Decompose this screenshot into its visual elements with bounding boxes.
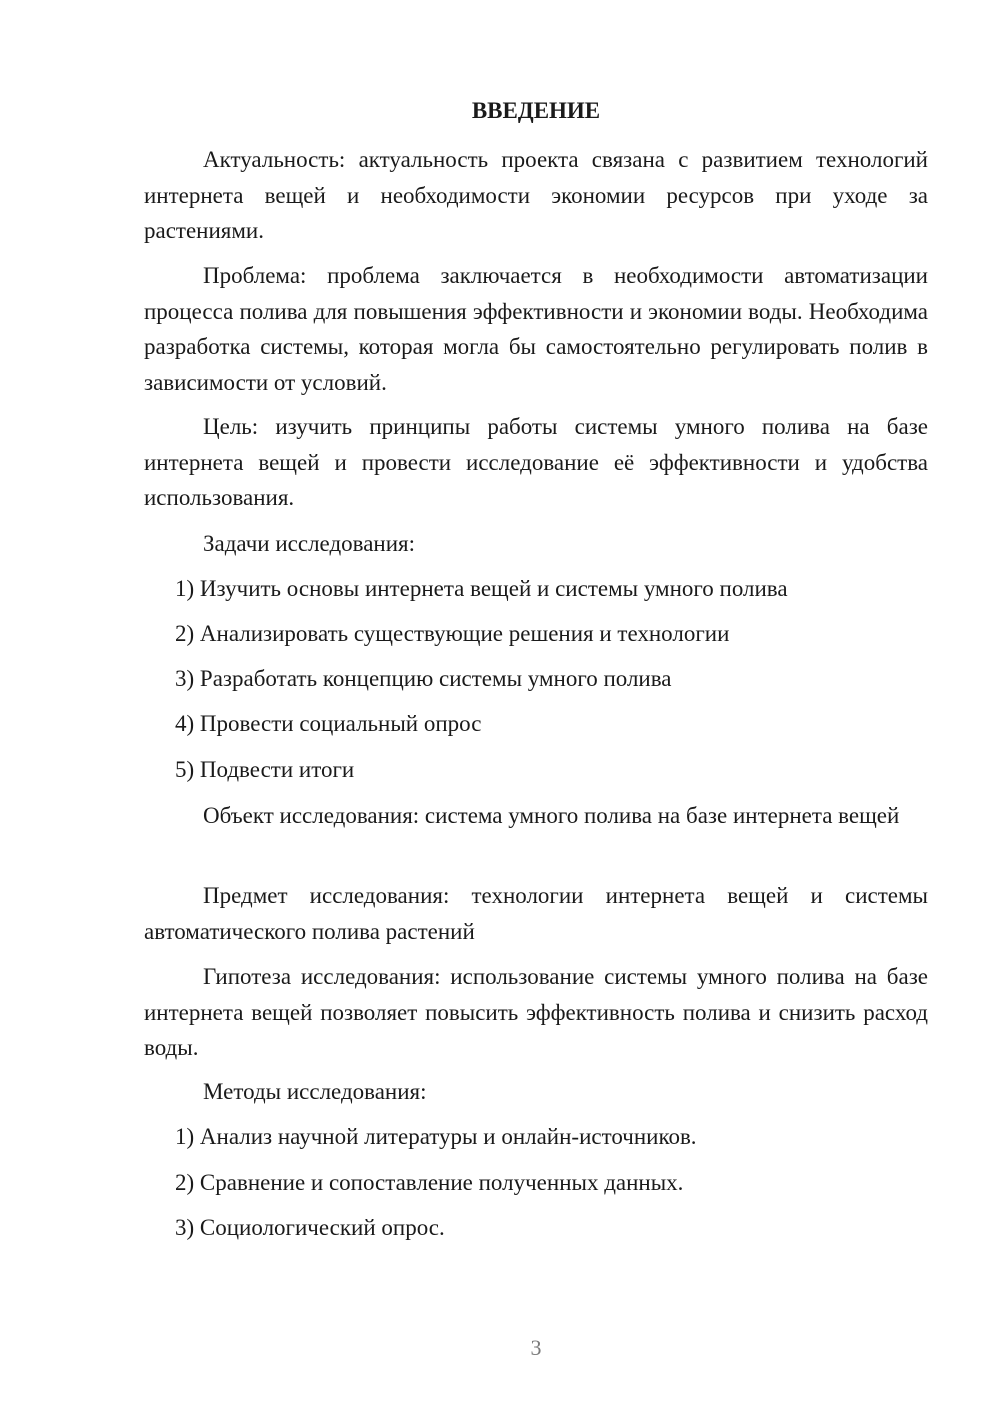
task-item-3: 3) Разработать концепцию системы умного полива [175, 666, 672, 691]
paragraph-subject: Предмет исследования: технологии интернета вещей и системы автоматического полива растений [144, 883, 928, 944]
method-item-1: 1) Анализ научной литературы и онлайн-источников. [175, 1124, 697, 1149]
task-item-1: 1) Изучить основы интернета вещей и системы умного полива [175, 576, 788, 601]
tasks-heading: Задачи исследования: [203, 531, 416, 556]
task-item-4: 4) Провести социальный опрос [175, 711, 482, 736]
page-number: 3 [530, 1335, 542, 1360]
paragraph-problem: Проблема: проблема заключается в необходимости автоматизации процесса полива для повышения эффективности и экономии воды. Необходима разработка системы, которая могла бы самостоятельно регулировать полив в зависимости от условий. [144, 263, 928, 395]
method-item-2: 2) Сравнение и сопоставление полученных данных. [175, 1170, 684, 1195]
paragraph-hypothesis: Гипотеза исследования: использование системы умного полива на базе интернета вещей позволяет повысить эффективность полива и снизить расход воды. [144, 964, 928, 1060]
task-item-5: 5) Подвести итоги [175, 757, 355, 782]
task-item-2: 2) Анализировать существующие решения и технологии [175, 621, 730, 646]
methods-heading: Методы исследования: [203, 1079, 427, 1104]
paragraph-goal: Цель: изучить принципы работы системы умного полива на базе интернета вещей и провести исследование её эффективности и удобства использования. [144, 414, 928, 510]
paragraph-object: Объект исследования: система умного полива на базе интернета вещей [203, 803, 900, 828]
paragraph-relevance: Актуальность: актуальность проекта связана с развитием технологий интернета вещей и необходимости экономии ресурсов при уходе за растениями. [144, 147, 928, 243]
page-title: ВВЕДЕНИЕ [471, 98, 601, 123]
method-item-3: 3) Социологический опрос. [175, 1215, 445, 1240]
